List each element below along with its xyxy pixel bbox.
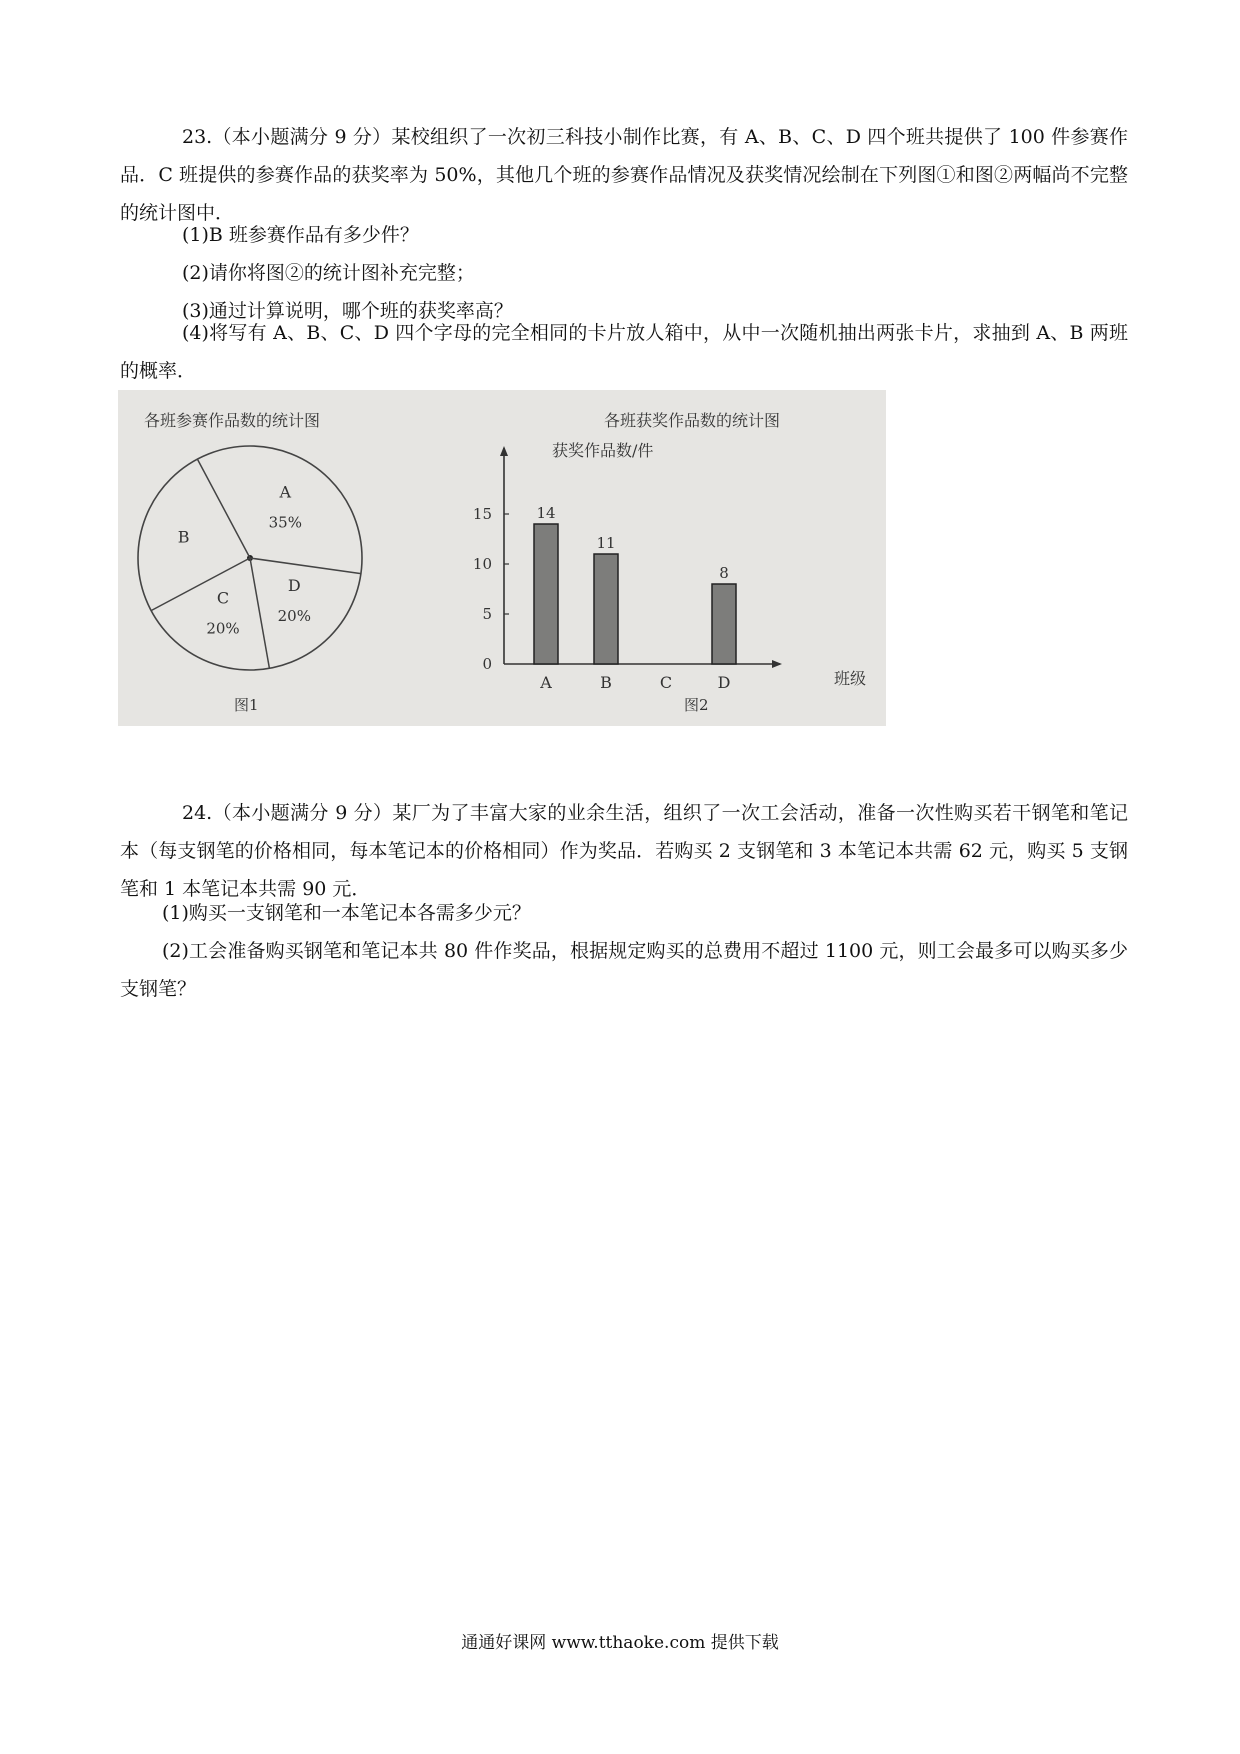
- q24-stem: 24.（本小题满分 9 分）某厂为了丰富大家的业余生活，组织了一次工会活动，准备一次性购买若干钢笔和笔记本（每支钢笔的价格相同，每本笔记本的价格相同）作为奖品．若购买 2 支钢笔和 3 本笔记本共需 62 元，购买 5 支钢笔和 1 本笔记本共需 90 元．: [120, 802, 1128, 900]
- pie-caption: 图1: [234, 696, 259, 714]
- x-axis-arrow: [772, 660, 782, 668]
- bar-d: [712, 584, 736, 664]
- x-tick-label-b: B: [600, 673, 612, 692]
- pie-divider-b: [151, 558, 250, 611]
- figure-panel: [118, 390, 886, 726]
- bar-xlabel: 班级: [834, 669, 867, 688]
- q24-part-2: (2)工会准备购买钢笔和笔记本共 80 件作奖品，根据规定购买的总费用不超过 1100 元，则工会最多可以购买多少支钢笔？: [120, 940, 1128, 1000]
- y-tick-label-0: 0: [482, 655, 492, 673]
- pie-slice-label-b: B: [177, 527, 190, 547]
- bar-ylabel: 获奖作品数/件: [552, 441, 654, 460]
- y-tick-label-10: 10: [472, 555, 492, 573]
- pie-slice-label-a: A: [279, 482, 292, 502]
- pie-slice-label-d: D: [287, 575, 301, 595]
- bar-chart: [473, 446, 782, 692]
- pie-divider-d: [250, 558, 361, 574]
- y-axis-arrow: [500, 446, 508, 456]
- pie-divider-c: [250, 558, 269, 668]
- bar-a: [534, 524, 558, 664]
- q23-part-1: (1)B 班参赛作品有多少件？: [182, 224, 419, 246]
- bar-value-label-a: 14: [536, 504, 556, 522]
- footer: 通通好课网 www.tthaoke.com 提供下载: [461, 1633, 779, 1653]
- bar-value-label-b: 11: [596, 534, 616, 552]
- figure-svg: [118, 390, 886, 726]
- pie-slice-value-a: 35%: [268, 513, 302, 532]
- q23-stem: 23.（本小题满分 9 分）某校组织了一次初三科技小制作比赛，有 A、B、C、D 四个班共提供了 100 件参赛作品．C 班提供的参赛作品的获奖率为 50%，其他几个班的参赛作品情况及获奖情况绘制在下列图①和图②两幅尚不完整的统计图中．: [120, 126, 1128, 224]
- y-tick-label-5: 5: [482, 605, 492, 623]
- pie-slice-value-c: 20%: [206, 619, 240, 638]
- x-tick-label-d: D: [717, 673, 731, 692]
- pie-title: 各班参赛作品数的统计图: [144, 411, 321, 430]
- bar-b: [594, 554, 618, 664]
- q23-part-4: (4)将写有 A、B、C、D 四个字母的完全相同的卡片放人箱中，从中一次随机抽出两张卡片，求抽到 A、B 两班的概率．: [120, 322, 1128, 382]
- bar-caption: 图2: [684, 696, 709, 714]
- pie-slice-label-c: C: [216, 588, 230, 608]
- pie-divider-a: [197, 459, 250, 558]
- q23-part-2: (2)请你将图②的统计图补充完整；: [182, 262, 475, 284]
- bar-title: 各班获奖作品数的统计图: [604, 411, 781, 430]
- y-tick-label-15: 15: [472, 505, 492, 523]
- pie-chart: [138, 446, 362, 670]
- pie-slice-value-d: 20%: [277, 606, 311, 625]
- x-tick-label-a: A: [540, 673, 552, 692]
- q23-part-3: (3)通过计算说明，哪个班的获奖率高？: [182, 300, 513, 322]
- bar-value-label-d: 8: [719, 564, 729, 582]
- q24-part-1: (1)购买一支钢笔和一本笔记本各需多少元？: [162, 902, 531, 924]
- x-tick-label-c: C: [659, 673, 673, 692]
